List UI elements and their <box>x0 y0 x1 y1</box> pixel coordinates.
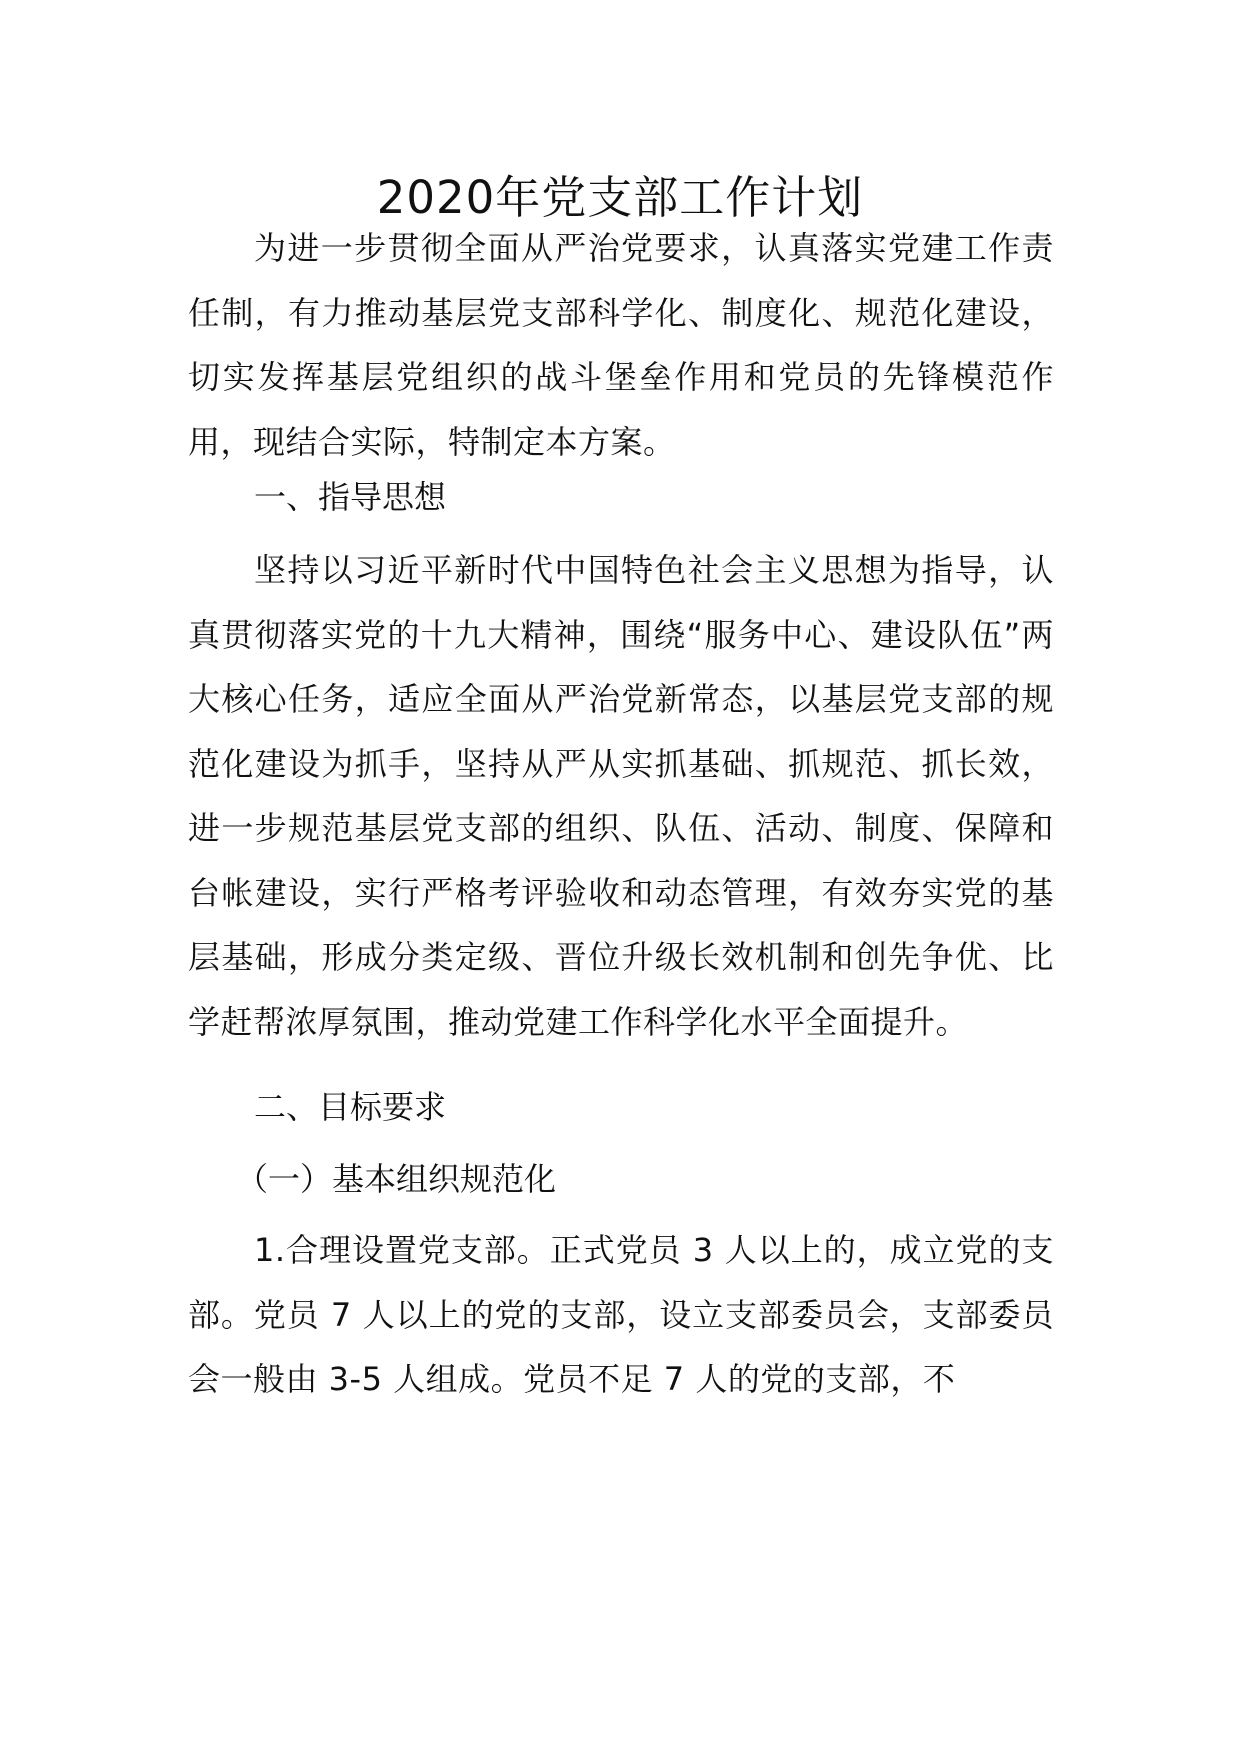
document-title: 2020年党支部工作计划 <box>376 171 864 224</box>
section-1-heading: 一、指导思想 <box>254 478 447 516</box>
intro-paragraph: 为进一步贯彻全面从严治党要求，认真落实党建工作责任制，有力推动基层党支部科学化、制度化、规范化建设，切实发挥基层党组织的战斗堡垒作用和党员的先锋模范作用，现结合实际，特制定本方案。 <box>188 229 1054 461</box>
section-2-heading: 二、目标要求 <box>254 1088 447 1126</box>
section-1-paragraph: 坚持以习近平新时代中国特色社会主义思想为指导，认真贯彻落实党的十九大精神，围绕“服务中心、建设队伍”两大核心任务，适应全面从严治党新常态，以基层党支部的规范化建设为抓手，坚持从严从实抓基础、抓规范、抓长效，进一步规范基层党支部的组织、队伍、活动、制度、保障和台帐建设，实行严格考评验收和动态管理，有效夯实党的基层基础，形成分类定级、晋位升级长效机制和创先争优、比学赶帮浓厚氛围，推动党建工作科学化水平全面提升。 <box>188 551 1054 1041</box>
subsection-1-heading: （一）基本组织规范化 <box>236 1160 557 1198</box>
item-1-paragraph: 1.合理设置党支部。正式党员 3 人以上的，成立党的支部。党员 7 人以上的党的支部，设立支部委员会，支部委员会一般由 3-5 人组成。党员不足 7 人的党的支部，不 <box>188 1231 1054 1398</box>
